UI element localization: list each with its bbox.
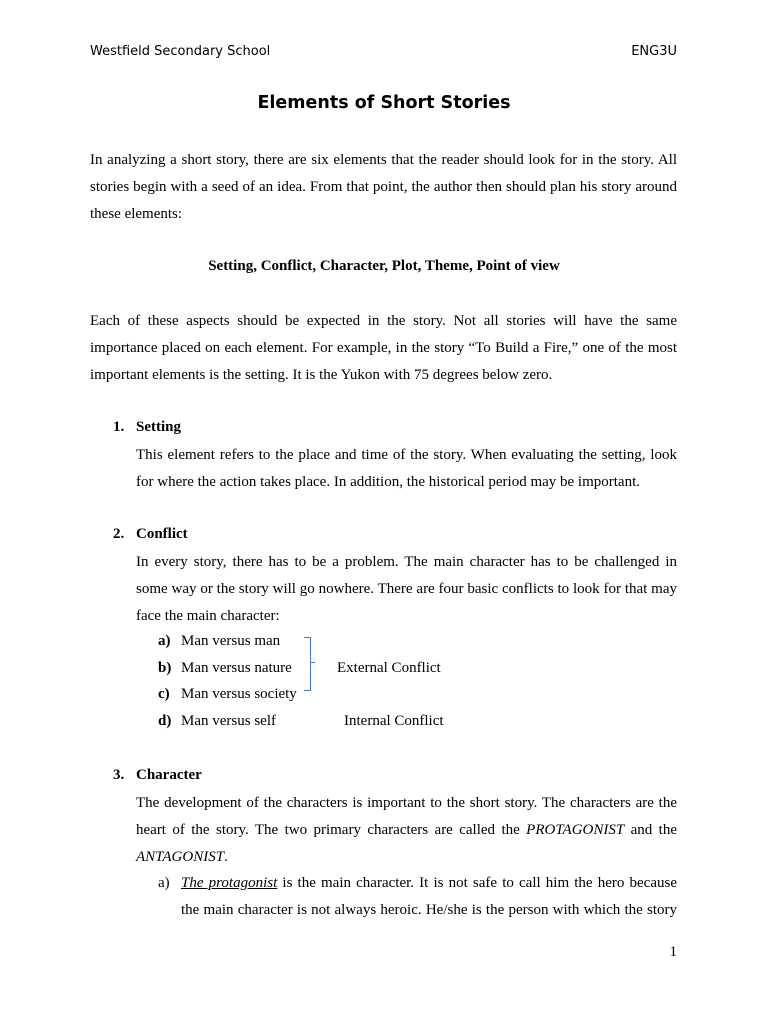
external-conflict-bracket-tip	[310, 662, 315, 663]
aspects-line: important elements is the setting. It is the Yukon with 75 degrees below zero.	[90, 366, 553, 383]
section-heading-character: Character	[136, 767, 202, 783]
conflict-letter: c)	[158, 686, 170, 702]
section-heading-setting: Setting	[136, 419, 181, 435]
setting-line: for where the action takes place. In addition, the historical period may be important.	[136, 473, 640, 490]
setting-line: This element refers to the place and time of the story. When evaluating the setting, look	[136, 447, 677, 463]
character-line-text: heart of the story. The two primary characters are called the	[136, 821, 527, 838]
aspects-line: importance placed on each element. For example, in the story “To Build a Fire,” one of the most	[90, 339, 677, 356]
elements-list: Setting, Conflict, Character, Plot, Theme, Point of view	[208, 258, 560, 274]
aspects-line: Each of these aspects should be expected in the story. Not all stories will have the same	[90, 313, 677, 329]
intro-line: In analyzing a short story, there are six elements that the reader should look for in the story. All	[90, 152, 677, 168]
setting-paragraph	[136, 442, 677, 496]
conflict-item: Man versus society	[181, 686, 297, 702]
character-line-text: .	[224, 848, 228, 865]
conflict-line: face the main character:	[136, 607, 280, 624]
page-number: 1	[669, 944, 677, 960]
intro-line: stories begin with a seed of an idea. From that point, the author then should plan his story around	[90, 178, 677, 195]
intro-line: these elements:	[90, 205, 183, 222]
protagonist-line	[181, 870, 677, 897]
conflict-item: Man versus nature	[181, 660, 292, 676]
page-title: Elements of Short Stories	[257, 93, 511, 113]
conflict-line: some way or the story will go nowhere. There are four basic conflicts to look for that may	[136, 580, 677, 597]
conflict-line: In every story, there has to be a problem. The main character has to be challenged in	[136, 554, 677, 570]
section-heading-conflict: Conflict	[136, 526, 188, 542]
header-school: Westfield Secondary School	[90, 44, 271, 59]
protagonist-underlined-term: The protagonist	[181, 875, 278, 891]
section-number: 2.	[113, 526, 125, 542]
conflict-letter: b)	[158, 660, 172, 676]
intro-paragraph	[90, 147, 677, 227]
conflict-letter: d)	[158, 713, 172, 729]
antagonist-term: ANTAGONIST	[136, 848, 225, 865]
internal-conflict-label: Internal Conflict	[344, 713, 444, 729]
conflict-paragraph	[136, 549, 677, 629]
section-number: 3.	[113, 767, 125, 783]
character-line	[136, 844, 677, 871]
character-paragraph	[136, 790, 677, 870]
section-number: 1.	[113, 419, 125, 435]
character-line-text: and the	[624, 821, 678, 838]
protagonist-line: the main character is not always heroic. He/she is the person with which the story	[181, 901, 677, 918]
character-line: The development of the characters is important to the short story. The characters are the	[136, 795, 677, 811]
conflict-letter: a)	[158, 633, 171, 649]
header-course: ENG3U	[631, 44, 677, 59]
external-conflict-bracket	[304, 637, 311, 691]
protagonist-line-text: is the main character. It is not safe to call him the hero because	[277, 875, 677, 891]
protagonist-paragraph	[181, 870, 677, 924]
aspects-paragraph	[90, 308, 677, 388]
protagonist-letter: a)	[158, 875, 170, 891]
protagonist-term: PROTAGONIST	[526, 821, 625, 838]
conflict-item: Man versus self	[181, 713, 276, 729]
conflict-item: Man versus man	[181, 633, 281, 649]
external-conflict-label: External Conflict	[337, 660, 441, 676]
character-line	[136, 817, 677, 844]
